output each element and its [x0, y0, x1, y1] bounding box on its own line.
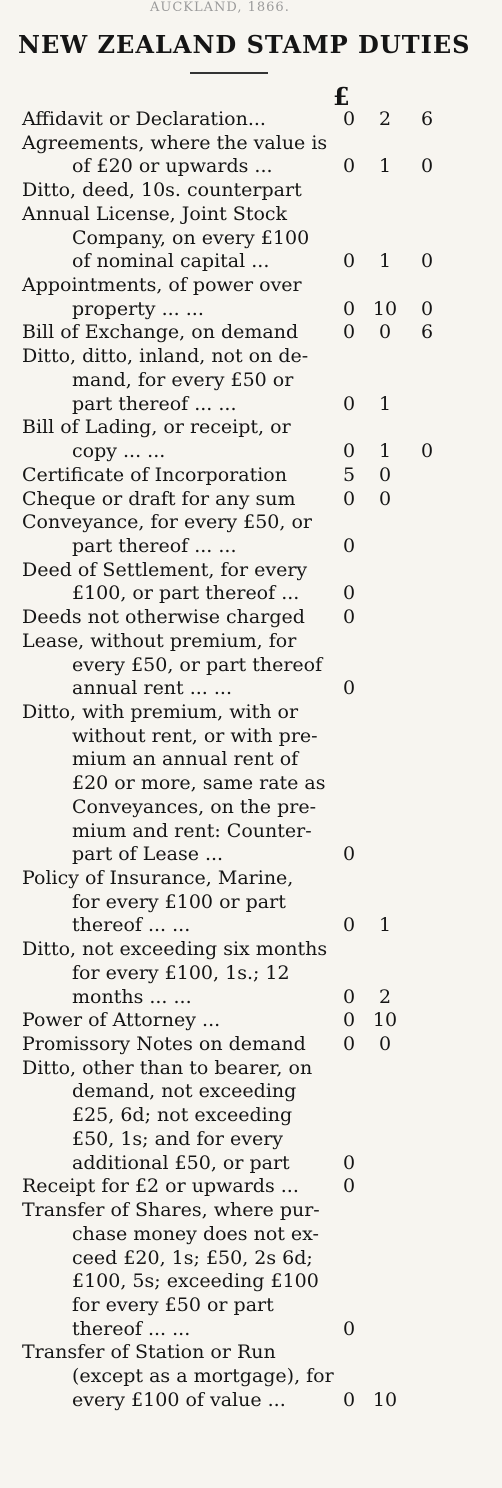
entry-label: Receipt for £2 or upwards ...: [22, 1175, 299, 1198]
schedule-line: [0, 1128, 502, 1152]
schedule-line: [0, 630, 502, 654]
schedule-line: [0, 677, 502, 701]
schedule-line: [0, 369, 502, 393]
entry-label: Ditto, ditto, inland, not on de-: [22, 345, 309, 368]
duty-pounds: 0: [342, 250, 356, 273]
entry-label-continued: property ... ...: [72, 297, 204, 320]
duty-pounds: 0: [342, 582, 356, 605]
schedule-line: [0, 986, 502, 1010]
schedule-line: [0, 701, 502, 725]
duty-shillings: 2: [378, 985, 392, 1008]
page-title: NEW ZEALAND STAMP DUTIES: [18, 30, 471, 59]
duty-shillings: 0: [378, 463, 392, 486]
duty-pence: 6: [420, 321, 434, 344]
schedule-line: [0, 274, 502, 298]
entry-label: Ditto, with premium, with or: [22, 700, 299, 723]
schedule-line: [0, 1294, 502, 1318]
duty-shillings: 1: [378, 250, 392, 273]
duty-pence: 0: [420, 155, 434, 178]
schedule-line: [0, 155, 502, 179]
entry-label: Deed of Settlement, for every: [22, 558, 308, 581]
duty-shillings: 10: [372, 297, 398, 320]
duty-pounds: 0: [342, 392, 356, 415]
schedule-line: [0, 796, 502, 820]
schedule-line: [0, 891, 502, 915]
duty-shillings: 10: [372, 1388, 398, 1411]
schedule-line: [0, 582, 502, 606]
duty-shillings: 1: [378, 155, 392, 178]
title-rule: [190, 72, 268, 74]
duty-shillings: 1: [378, 440, 392, 463]
duty-pounds: 0: [342, 677, 356, 700]
entry-label-continued: mand, for every £50 or: [72, 368, 294, 391]
entry-label-continued: demand, not exceeding: [72, 1080, 297, 1103]
entry-label: Ditto, deed, 10s. counterpart: [22, 179, 302, 202]
duty-pounds: 5: [342, 463, 356, 486]
entry-label-continued: annual rent ... ...: [72, 677, 232, 700]
entry-label-continued: £100, 5s; exceeding £100: [72, 1270, 319, 1293]
entry-label-continued: for every £100, 1s.; 12: [72, 961, 290, 984]
schedule-line: [0, 298, 502, 322]
running-header: AUCKLAND, 1866.: [150, 0, 290, 15]
duty-pence: 0: [420, 250, 434, 273]
schedule-line: [0, 606, 502, 630]
schedule-line: [0, 1152, 502, 1176]
schedule-line: [0, 250, 502, 274]
schedule-line: [0, 393, 502, 417]
entry-label-continued: part thereof ... ...: [72, 534, 237, 557]
schedule-line: [0, 1341, 502, 1365]
duty-pence: 0: [420, 297, 434, 320]
duty-shillings: 0: [378, 487, 392, 510]
entry-label-continued: every £100 of value ...: [72, 1388, 286, 1411]
schedule-line: [0, 867, 502, 891]
entry-label: Ditto, not exceeding six months: [22, 938, 328, 961]
schedule-line: [0, 321, 502, 345]
schedule-line: [0, 1104, 502, 1128]
entry-label-continued: part of Lease ...: [72, 843, 224, 866]
duty-pounds: 0: [342, 843, 356, 866]
entry-label-continued: £20 or more, same rate as: [72, 772, 326, 795]
schedule-line: [0, 820, 502, 844]
schedule-line: [0, 654, 502, 678]
duty-pounds: 0: [342, 606, 356, 629]
entry-label: Ditto, other than to bearer, on: [22, 1056, 313, 1079]
entry-label: Deeds not otherwise charged: [22, 606, 305, 629]
schedule-line: [0, 1057, 502, 1081]
entry-label-continued: additional £50, or part: [72, 1151, 290, 1174]
duty-schedule: [0, 108, 502, 1413]
entry-label: Affidavit or Declaration...: [22, 108, 266, 130]
duty-pounds: 0: [342, 155, 356, 178]
entry-label-continued: £100, or part thereof ...: [72, 582, 300, 605]
schedule-line: [0, 772, 502, 796]
schedule-line: [0, 1199, 502, 1223]
schedule-line: [0, 464, 502, 488]
entry-label-continued: part thereof ... ...: [72, 392, 237, 415]
entry-label: Transfer of Shares, where pur-: [22, 1199, 320, 1222]
entry-label-continued: mium an annual rent of: [72, 748, 299, 771]
schedule-line: [0, 1009, 502, 1033]
schedule-line: [0, 914, 502, 938]
schedule-line: [0, 1247, 502, 1271]
schedule-line: [0, 962, 502, 986]
entry-label: Certificate of Incorporation: [22, 463, 287, 486]
duty-pence: 6: [420, 108, 434, 130]
duty-pounds: 0: [342, 297, 356, 320]
duty-shillings: 1: [378, 392, 392, 415]
schedule-line: [0, 1270, 502, 1294]
entry-label-continued: months ... ...: [72, 985, 192, 1008]
entry-label: Transfer of Station or Run: [22, 1341, 276, 1364]
entry-label-continued: copy ... ...: [72, 440, 166, 463]
duty-pounds: 0: [342, 487, 356, 510]
schedule-line: [0, 938, 502, 962]
schedule-line: [0, 416, 502, 440]
entry-label-continued: every £50, or part thereof: [72, 653, 323, 676]
entry-label-continued: thereof ... ...: [72, 1317, 191, 1340]
entry-label: Appointments, of power over: [22, 274, 302, 297]
entry-label-continued: £50, 1s; and for every: [72, 1127, 284, 1150]
schedule-line: [0, 345, 502, 369]
entry-label-continued: chase money does not ex-: [72, 1222, 319, 1245]
entry-label-continued: ceed £20, 1s; £50, 2s 6d;: [72, 1246, 313, 1269]
entry-label: Agreements, where the value is: [22, 131, 328, 154]
entry-label-continued: Company, on every £100: [72, 226, 310, 249]
schedule-line: [0, 203, 502, 227]
schedule-line: [0, 748, 502, 772]
entry-label: Promissory Notes on demand: [22, 1033, 306, 1056]
duty-pounds: 0: [342, 1175, 356, 1198]
schedule-line: [0, 559, 502, 583]
schedule-line: [0, 511, 502, 535]
duty-pounds: 0: [342, 914, 356, 937]
schedule-line: [0, 725, 502, 749]
entry-label-continued: without rent, or with pre-: [72, 724, 318, 747]
entry-label-continued: for every £50 or part: [72, 1293, 274, 1316]
duty-pence: 0: [420, 440, 434, 463]
duty-pounds: 0: [342, 321, 356, 344]
entry-label-continued: mium and rent: Counter-: [72, 819, 312, 842]
entry-label: Annual License, Joint Stock: [22, 202, 288, 225]
duty-pounds: 0: [342, 440, 356, 463]
duty-pounds: 0: [342, 1317, 356, 1340]
duty-pounds: 0: [342, 534, 356, 557]
schedule-line: [0, 1365, 502, 1389]
entry-label: Power of Attorney ...: [22, 1009, 221, 1032]
duty-pounds: 0: [342, 108, 356, 130]
schedule-line: [0, 108, 502, 132]
schedule-line: [0, 1318, 502, 1342]
entry-label-continued: £25, 6d; not exceeding: [72, 1104, 293, 1127]
entry-label-continued: thereof ... ...: [72, 914, 191, 937]
entry-label-continued: Conveyances, on the pre-: [72, 795, 316, 818]
entry-label: Bill of Lading, or receipt, or: [22, 416, 291, 439]
entry-label: Conveyance, for every £50, or: [22, 511, 312, 534]
duty-shillings: 10: [372, 1009, 398, 1032]
schedule-line: [0, 1223, 502, 1247]
entry-label-continued: for every £100 or part: [72, 890, 286, 913]
entry-label-continued: (except as a mortgage), for: [72, 1365, 334, 1388]
schedule-line: [0, 1175, 502, 1199]
duty-pounds: 0: [342, 1009, 356, 1032]
schedule-line: [0, 179, 502, 203]
entry-label: Cheque or draft for any sum: [22, 487, 296, 510]
duty-pounds: 0: [342, 1151, 356, 1174]
schedule-line: [0, 1389, 502, 1413]
entry-label: Policy of Insurance, Marine,: [22, 867, 294, 889]
schedule-line: [0, 488, 502, 512]
entry-label: Bill of Exchange, on demand: [22, 321, 299, 344]
schedule-line: [0, 132, 502, 156]
duty-shillings: 0: [378, 321, 392, 344]
schedule-line: [0, 1080, 502, 1104]
duty-shillings: 2: [378, 108, 392, 130]
entry-label-continued: of £20 or upwards ...: [72, 155, 273, 178]
schedule-line: [0, 440, 502, 464]
schedule-line: [0, 1033, 502, 1057]
schedule-line: [0, 843, 502, 867]
duty-pounds: 0: [342, 1388, 356, 1411]
duty-pounds: 0: [342, 985, 356, 1008]
schedule-line: [0, 535, 502, 559]
entry-label-continued: of nominal capital ...: [72, 250, 270, 273]
schedule-line: [0, 227, 502, 251]
pound-column-header: £: [333, 82, 350, 111]
duty-shillings: 0: [378, 1033, 392, 1056]
entry-label: Lease, without premium, for: [22, 629, 297, 652]
duty-pounds: 0: [342, 1033, 356, 1056]
duty-shillings: 1: [378, 914, 392, 937]
